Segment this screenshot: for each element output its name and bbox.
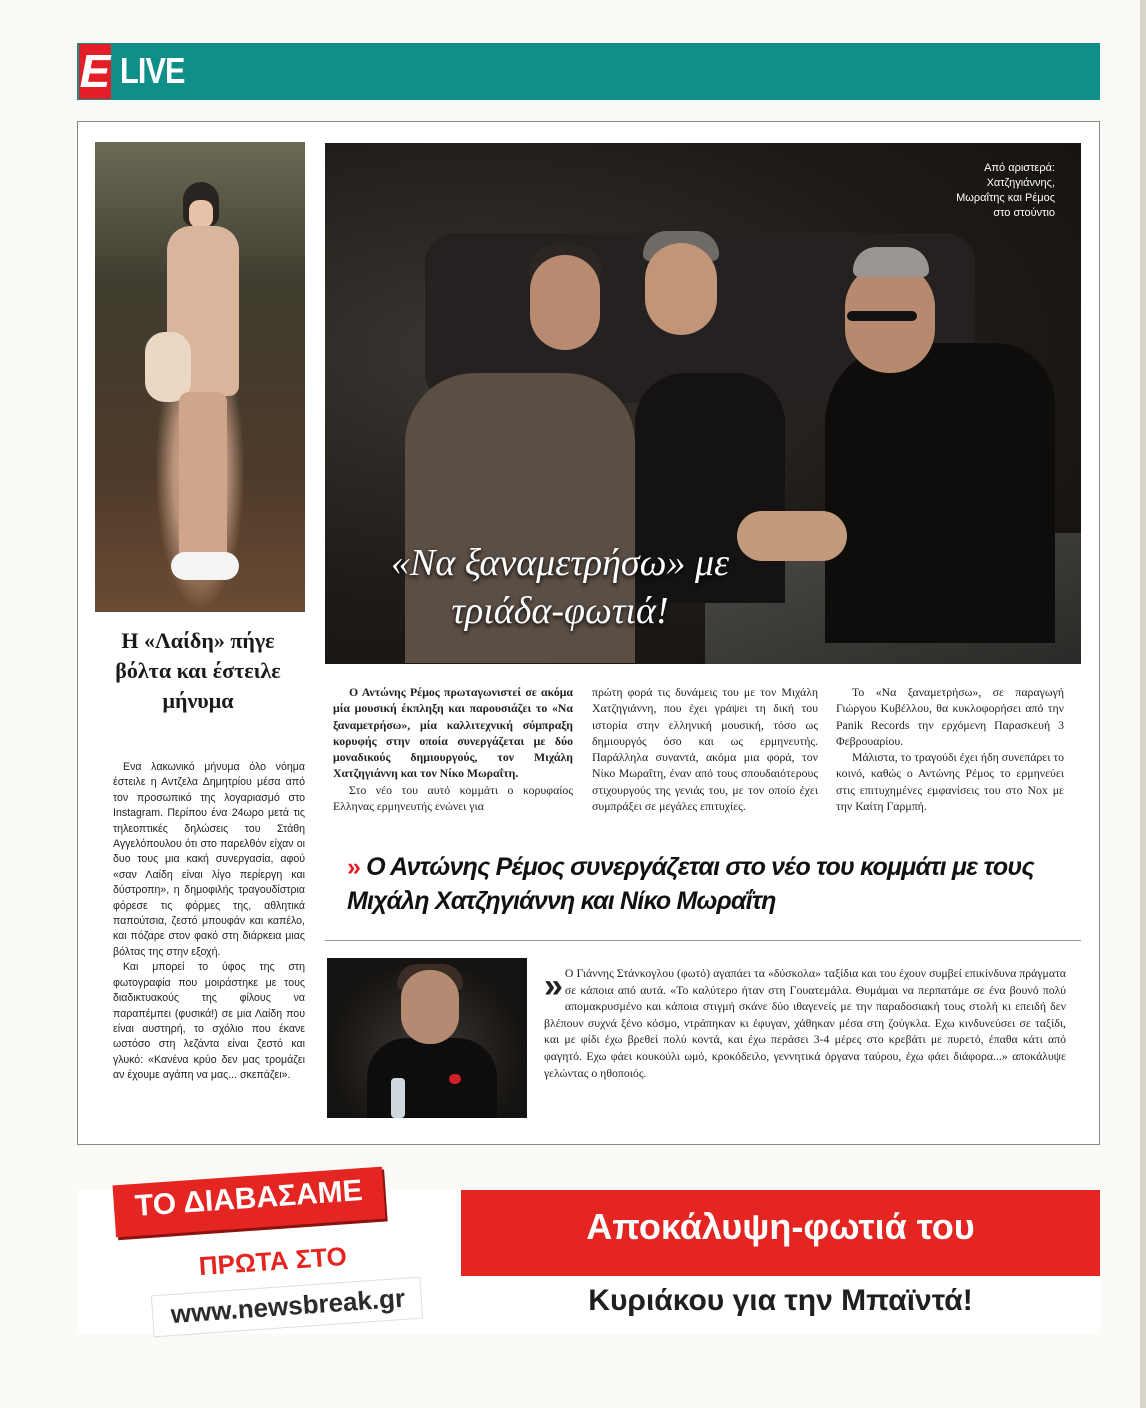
actor-photo [327, 958, 527, 1118]
e-logo: E [79, 45, 111, 97]
singer-figure [155, 182, 245, 582]
tag-first-on-text: ΠΡΩΤΑ ΣΤΟ [197, 1240, 348, 1282]
tag-read-it-text: ΤΟ ΔΙΑΒΑΣΑΜΕ [133, 1174, 364, 1223]
banner-headline-1: Αποκάλυψη-φωτιά του [586, 1206, 975, 1247]
actor-story-body: Ο Γιάννης Στάνκογλου (φωτό) αγαπάει τα «δύσκολα» ταξίδια και του έχουν συμβεί επικίνδυνα πράγματα σε κάποια από αυτά. «Το καλύτερο ήταν στη Γουατεμάλα. Θυμάμαι να περπατάμε σε ένα βουνό πολύ απομακρυσμένο και κάποια στιγμή σκάνε δύο ιθαγενείς με την παραδοσιακή τους στολή κι επειδή δεν βλέπουν συχνά ξένο κόσμο, ντράπηκαν κι έφυγαν, χάθηκαν μέσα στη ζούγκλα. Εχω κινδυνεύσει σε ταξίδι, και με φίδι έχω βρεθεί πολύ κοντά, και έχω περάσει 3-4 μέρες στο κρεβάτι με πυρετό, έπαθα κάτι από φαγητό. Εχω φάει κουκούλι ωμό, κροκόδειλο, γεννητικά όργανα ταύρου, έχω φάει διάφορα...» αποκάλυψε γελώντας ο ηθοποιός. [544, 966, 1066, 1080]
tracksuit-pants [179, 392, 227, 562]
section-divider [325, 940, 1081, 941]
sneakers [171, 552, 239, 580]
studio-photo [325, 143, 1081, 664]
person-left-head [530, 255, 600, 350]
page-edge [1140, 0, 1146, 1408]
photo-caption: Από αριστερά: Χατζηγιάννης, Μωραΐτης και Ρέμος στο στούντιο [956, 162, 1055, 219]
banner-headline-2: Κυριάκου για την Μπαϊντά! [588, 1284, 973, 1317]
left-story-title: Η «Λαίδη» πήγε βόλτα και έστειλε μήνυμα [115, 628, 281, 713]
article-column-1 [333, 684, 573, 814]
article-paragraph: πρώτη φορά τις δυνάμεις του με τον Μιχάλη Χατζηγιάννη, που έχει γράψει τη δική του ιστορία στην ελληνική μουσική, τόσο ως δημιουργός όσο και ως ερμηνευτής. Παράλληλα συναντά, ακόμα μια φορά, τον Νίκο Μωραΐτη, έναν από τους σπουδαιότερους στιχουργούς της γενιάς του, με τον οποίο έχει συμπράξει σε μεγάλες επιτυχίες. [592, 685, 818, 814]
website-link[interactable]: www.newsbreak.gr [169, 1282, 406, 1330]
article-column-3 [836, 684, 1064, 814]
article-lead: Ο Αντώνης Ρέμος πρωταγωνιστεί σε ακόμα μία μουσική έκπληξη και παρουσιάζει το «Να ξαναμετρήσω», μία καλλιτεχνική σύμπραξη κορυφής στην οποία συνεργάζεται με δύο μοναδικούς δημιουργούς, τον Μιχάλη Χατζηγιάννη και τον Νίκο Μωραΐτη. [333, 685, 573, 781]
article-paragraph: Στο νέο του αυτό κομμάτι ο κορυφαίος Ελληνας ερμηνευτής ενώνει για [333, 782, 573, 814]
article-column-2 [592, 684, 818, 814]
singer-photo [95, 142, 305, 612]
main-headline: «Να ξαναμετρήσω» με τριάδα-φωτιά! [390, 542, 730, 632]
glasses [847, 311, 917, 321]
handbag [145, 332, 191, 402]
person-right [825, 343, 1055, 643]
person-middle-head [645, 243, 717, 335]
heart-logo-icon [449, 1074, 461, 1084]
singer-face [189, 200, 213, 228]
actor-head [401, 970, 459, 1044]
actor-story-text [544, 965, 1066, 1081]
section-header-bar [77, 43, 1100, 100]
quote-mark-icon: » [544, 967, 563, 1005]
article-paragraph: Μάλιστα, το τραγούδι έχει ήδη συνεπάρει το κοινό, καθώς ο Αντώνης Ρέμος το ερμηνεύει στις επιτυχημένες εμφανίσεις του στο Νοx με την Καίτη Γαρμπή. [836, 750, 1064, 814]
water-bottle [391, 1078, 405, 1118]
actor-tshirt [367, 1038, 497, 1118]
section-title: LIVE [120, 50, 185, 91]
left-story-body [113, 760, 305, 1084]
left-story-paragraph: Και μπορεί το ύφος της στη φωτογραφία που μοιράστηκε με τους διαδικτυακούς της φίλους να παραπέμπει (φυσικά!) σε μια Λαίδη που είναι αυστηρή, το σχόλιο που έκανε ωστόσο στη λεζάντα είναι ζεστό και γλυκό: «Κανένα κρύο δεν μας τρομάζει αν έχουμε αγάπη να μας... σκεπάζει». [113, 961, 305, 1082]
person-right-hair [853, 247, 929, 277]
left-story-paragraph: Ενα λακωνικό μήνυμα όλο νόημα έστειλε η Αντζελα Δημητρίου μέσα από τον προσωπικό της λογαριασμό στο Instagram. Περίπου ένα 24ωρο μετά τις τηλεοπτικές δηλώσεις του Στάθη Αγγελόπουλου ότι στο παρελθόν είχαν οι δυο τους μια κακή συνεργασία, αφού «σαν Λαίδη είναι λίγο περίεργη και δύστροπη», η δημοφιλής τραγουδίστρια φόρεσε τις φόρμες της, αθλητικά παπούτσια, ζεστό μπουφάν και καπέλο, και πόζαρε στον φακό στη διάρκεια μιας βόλτας της στην εξοχή. [113, 761, 305, 958]
pull-quote [347, 850, 1067, 918]
article-paragraph: Το «Να ξαναμετρήσω», σε παραγωγή Γιώργου Κυβέλλου, θα κυκλοφορήσει από την Panik Records την ερχόμενη Παρασκευή 3 Φεβρουαρίου. [836, 685, 1064, 748]
quote-mark-icon: » [347, 853, 361, 881]
pull-quote-text: Ο Αντώνης Ρέμος συνεργάζεται στο νέο του κομμάτι με τους Μιχάλη Χατζηγιάννη και Νίκο Μωραΐτη [347, 853, 1034, 915]
